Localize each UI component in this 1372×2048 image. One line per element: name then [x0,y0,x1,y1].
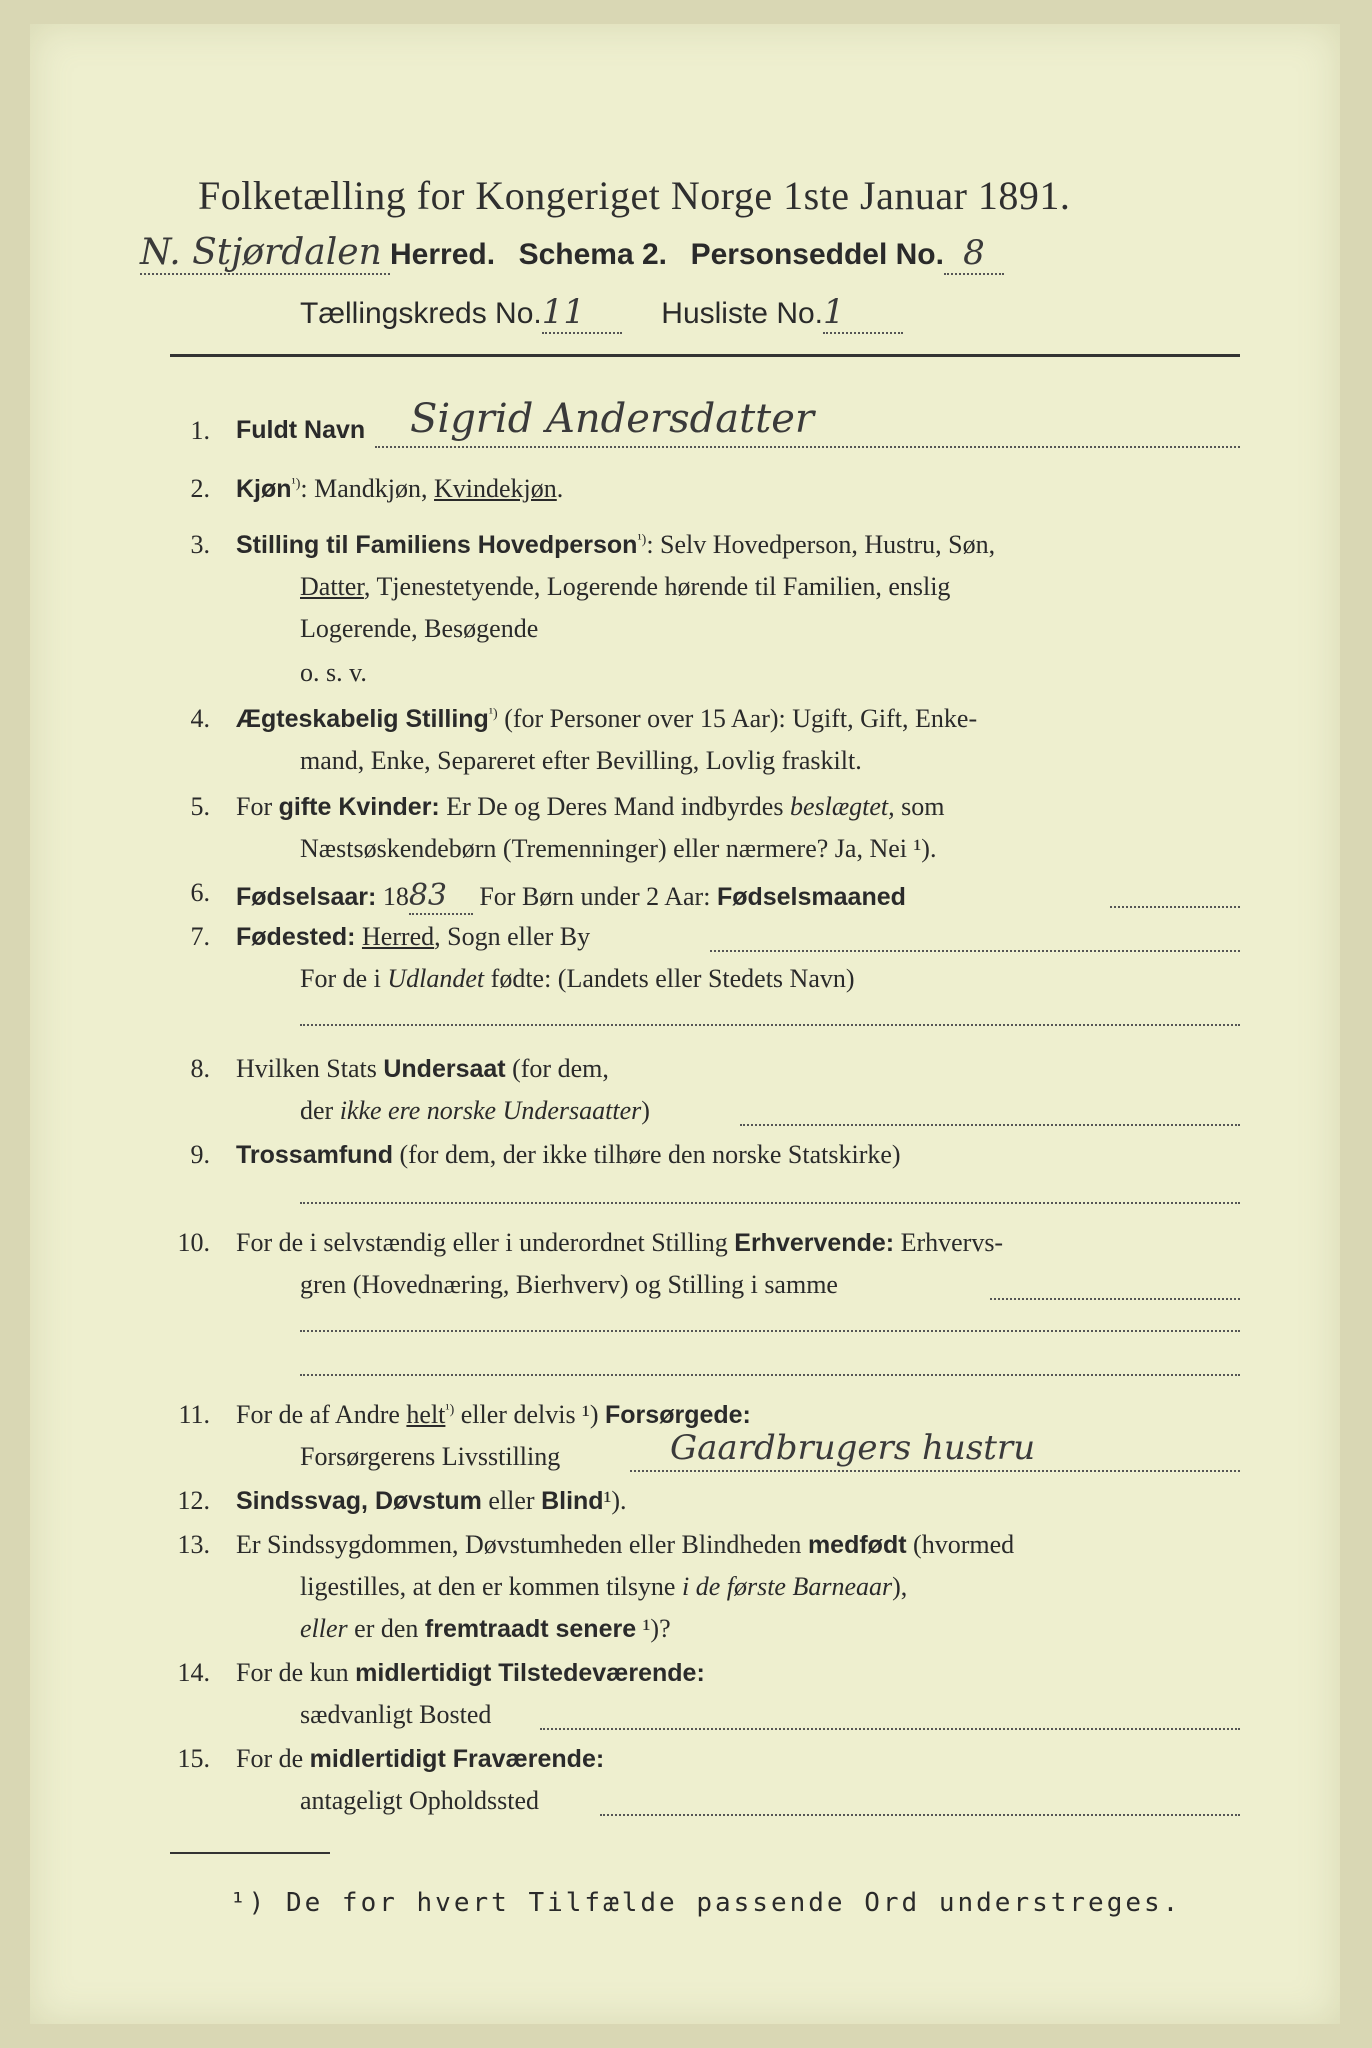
q2-number: 2. [190,474,210,503]
q8-number: 8. [190,1054,210,1083]
q4-sup: ¹) [488,706,498,722]
q10-extra-line-1 [300,1330,1240,1332]
q5-line2: Næstsøskendebørn (Tremenninger) eller nærmere? Ja, Nei ¹). [300,834,937,863]
q13-label: medfødt [807,1531,907,1559]
header-line-2 [300,292,903,334]
q7-rest: , Sogn eller By [434,922,591,951]
q4-label: Ægteskabelig Stilling [236,705,489,733]
q3-underlined: Datter [300,572,364,601]
q7-fill-line [710,950,1240,952]
q13-line3-a: er den [347,1614,425,1643]
q5-line1: Er De og Deres Mand indbyrdes [439,792,790,821]
husliste-value: 1 [823,292,903,334]
q1-name-value: Sigrid Andersdatter [410,396,815,442]
q13-pre: Er Sindssygdommen, Døvstumheden eller Blindheden [236,1530,808,1559]
q9-label: Trossamfund [236,1141,393,1169]
q6-label: Fødselsaar: [236,883,377,911]
q15-number: 15. [177,1744,210,1773]
q10-number: 10. [177,1228,210,1257]
q11-occupation-value: Gaardbrugers hustru [670,1428,1036,1468]
q14-fill-line [540,1728,1240,1730]
q3-line4: o. s. v. [300,658,367,687]
q9-fill-line [300,1202,1240,1204]
q7-line2-a: For de i [300,964,388,993]
q10-extra-line-2 [300,1374,1240,1376]
q14-number: 14. [177,1658,210,1687]
q8-pre: Hvilken Stats [236,1054,384,1083]
q12-mid: eller [481,1486,542,1515]
q13-line3-italic: eller [300,1614,348,1643]
q11-sup: ¹) [445,1402,455,1418]
q13-line3-bold: fremtraadt senere [424,1615,637,1643]
q8-label: Undersaat [383,1055,506,1083]
q2-text-a: : Mandkjøn, [300,474,435,503]
q13-line3-c: ¹)? [636,1614,671,1643]
q6-rest: For Børn under 2 Aar: [472,882,717,911]
q11-fill-line [630,1470,1240,1472]
q7-label: Fødested: [236,923,356,951]
q11-line2: Forsørgerens Livsstilling [300,1442,561,1471]
kreds-value: 11 [542,292,622,334]
q4-line2: mand, Enke, Separeret efter Bevilling, Lovlig fraskilt. [300,746,862,775]
q12-label2: Blind [541,1487,604,1515]
q8-line2-a: der [300,1096,340,1125]
q11-mid: eller delvis ¹) [454,1400,606,1429]
herred-label: Herred. [390,238,496,271]
q2-label: Kjøn [236,475,292,503]
q11-underlined: helt [406,1400,446,1429]
q5-pre: For [236,792,279,821]
q10-label: Erhvervende: [734,1229,895,1257]
q7-italic: Udlandet [387,964,485,993]
q10-line2: gren (Hovednæring, Bierhverv) og Stilling i samme [300,1270,838,1299]
q13-number: 13. [177,1530,210,1559]
q15-line2: antageligt Opholdssted [300,1786,540,1815]
q1-fill-line [375,446,1240,448]
q8-rest: (for dem, [505,1054,609,1083]
q7-extra-line [300,1024,1240,1026]
q13-rest: (hvormed [906,1530,1015,1559]
q8-fill-line [740,1124,1240,1126]
q7-line2-b: fødte: (Landets eller Stedets Navn) [484,964,855,993]
q12-label: Sindssvag, Døvstum [236,1487,482,1515]
q13-line2-b: ), [892,1572,908,1601]
q6-number: 6. [190,878,210,907]
q10-fill-line [990,1298,1240,1300]
q13-italic: i de første Barneaar [681,1572,893,1601]
footnote-divider [170,1852,330,1854]
q14-pre: For de kun [236,1658,356,1687]
q3-label: Stilling til Familiens Hovedperson [236,531,638,559]
q14-line2: sædvanligt Bosted [300,1700,492,1729]
q12-rest: ¹). [603,1486,627,1515]
kreds-label: Tællingskreds No. [300,297,542,330]
q10-pre: For de i selvstændig eller i underordnet Stilling [236,1228,735,1257]
q11-number: 11. [178,1400,210,1429]
personseddel-value: 8 [944,233,1004,275]
q2-sup: ¹) [291,476,301,492]
footnote: ¹) De for hvert Tilfælde passende Ord understreges. [230,1888,1182,1918]
q9-rest: (for dem, der ikke tilhøre den norske Statskirke) [392,1140,901,1169]
q11-pre: For de af Andre [236,1400,407,1429]
q5-number: 5. [190,792,210,821]
q5-line1-end: som [894,792,945,821]
q6-fill-line [1110,906,1240,908]
q8-italic: ikke ere norske Undersaatter [339,1096,642,1125]
q10-rest: Erhvervs- [894,1228,1004,1257]
q8-line2-b: ) [641,1096,650,1125]
q3-number: 3. [190,530,210,559]
q2-underlined: Kvindekjøn [434,474,557,503]
q15-label: midlertidigt Fraværende: [309,1745,605,1773]
q12-number: 12. [177,1486,210,1515]
personseddel-label: Personseddel No. [690,238,944,271]
form-title: Folketælling for Kongeriget Norge 1ste Januar 1891. [198,173,1071,218]
q4-number: 4. [190,704,210,733]
schema-label: Schema 2. [518,238,668,271]
q11-label: Forsørgede: [605,1401,751,1429]
q7-number: 7. [190,922,210,951]
header-divider [170,354,1240,357]
q15-fill-line [600,1814,1240,1816]
q6-prefix: 18 [376,882,409,911]
herred-value: N. Stjørdalen [140,232,390,275]
q5-label: gifte Kvinder: [278,793,440,821]
q9-number: 9. [190,1140,210,1169]
q2-text-c: . [556,474,564,503]
q15-pre: For de [236,1744,310,1773]
q3-line1: : Selv Hovedperson, Hustru, Søn, [646,530,996,559]
husliste-label: Husliste No. [661,297,824,330]
header-line-1 [140,232,1004,275]
q1-label: Fuldt Navn [236,416,366,444]
q6-year-value: 83 [409,878,473,915]
q3-sup: ¹) [637,532,647,548]
q1-number: 1. [190,416,210,445]
q13-line2-a: ligestilles, at den er kommen tilsyne [300,1572,682,1601]
q2-line [236,474,563,504]
q5-italic: beslægtet, [789,792,895,821]
census-form-page [30,24,1340,2024]
q4-line1: (for Personer over 15 Aar): Ugift, Gift, Enke- [497,704,978,733]
q3-line3: Logerende, Besøgende [300,614,539,643]
q6-label2: Fødselsmaaned [716,883,906,911]
q14-label: midlertidigt Tilstedeværende: [355,1659,705,1687]
q3-line2: , Tjenestetyende, Logerende hørende til Familien, enslig [363,572,951,601]
q7-underlined: Herred [361,922,435,951]
